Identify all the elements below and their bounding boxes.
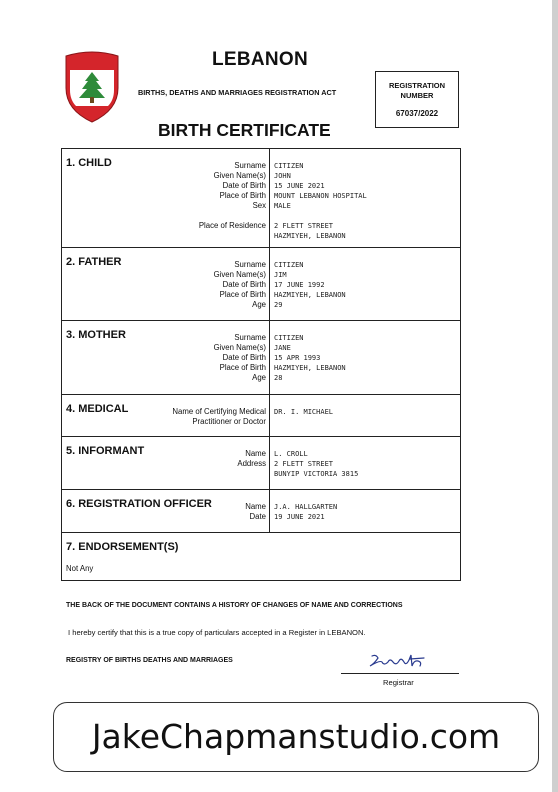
value-name: L. CROLL (274, 450, 308, 458)
page-edge-shadow (552, 0, 558, 792)
label-certifying-medical: Name of Certifying Medical (172, 407, 266, 416)
section-heading: 5. INFORMANT (66, 445, 145, 457)
label-name: Name (245, 502, 266, 511)
label-place-of-birth: Place of Birth (219, 191, 266, 200)
section-heading: 1. CHILD (66, 157, 112, 169)
value-place-of-birth: HAZMIYEH, LEBANON (274, 364, 346, 372)
section-informant (62, 437, 460, 490)
section-heading: 4. MEDICAL (66, 403, 129, 415)
certificate-table (61, 148, 461, 581)
section-father (62, 248, 460, 321)
endorsement-value: Not Any (66, 564, 94, 573)
label-sex: Sex (252, 201, 266, 210)
value-given-names: JIM (274, 271, 287, 279)
registration-act: BIRTHS, DEATHS AND MARRIAGES REGISTRATION ACT (138, 88, 337, 97)
section-heading: 7. ENDORSEMENT(S) (66, 541, 179, 553)
child-labels (199, 161, 266, 231)
section-endorsement (62, 533, 460, 580)
value-place-of-birth: MOUNT LEBANON HOSPITAL (274, 192, 367, 200)
value-surname: CITIZEN (274, 261, 304, 269)
registry-name: REGISTRY OF BIRTHS DEATHS AND MARRIAGES (66, 657, 233, 664)
section-medical (62, 395, 460, 437)
registration-label: REGISTRATION NUMBER (388, 81, 446, 100)
registration-number: 67037/2022 (395, 109, 439, 118)
country-title: LEBANON (211, 49, 309, 70)
label-date-of-birth: Date of Birth (222, 280, 266, 289)
father-values (274, 260, 346, 310)
certificate-title: BIRTH CERTIFICATE (158, 120, 331, 140)
officer-values (274, 502, 337, 522)
value-address-line2: BUNYIP VICTORIA 3815 (274, 470, 359, 478)
signature-line (341, 673, 459, 674)
label-date-of-birth: Date of Birth (222, 181, 266, 190)
value-place-of-birth: HAZMIYEH, LEBANON (274, 291, 346, 299)
value-given-names: JOHN (274, 172, 291, 180)
back-of-document-note: THE BACK OF THE DOCUMENT CONTAINS A HISTORY OF CHANGES OF NAME AND CORRECTIONS (66, 602, 403, 609)
label-place-of-birth: Place of Birth (219, 363, 266, 372)
value-date-of-birth: 17 JUNE 1992 (274, 281, 325, 289)
label-place-of-birth: Place of Birth (219, 290, 266, 299)
label-practitioner-or-doctor: Practitioner or Doctor (192, 417, 266, 426)
section-heading: 3. MOTHER (66, 329, 126, 341)
section-child (62, 149, 460, 248)
label-surname: Surname (234, 333, 266, 342)
section-heading: 6. REGISTRATION OFFICER (66, 498, 212, 510)
officer-labels (245, 502, 266, 522)
watermark-banner: JakeChapmanstudio.com (53, 702, 539, 772)
value-name: J.A. HALLGARTEN (274, 503, 338, 511)
certification-statement: I hereby certify that this is a true copy of particulars accepted in a Register in LEBANON. (68, 628, 366, 637)
label-name: Name (245, 449, 266, 458)
value-age: 28 (274, 374, 283, 382)
value-residence-line2: HAZMIYEH, LEBANON (274, 232, 346, 240)
label-place-of-residence: Place of Residence (198, 221, 266, 230)
value-residence-line1: 2 FLETT STREET (274, 222, 334, 230)
value-date: 19 JUNE 2021 (274, 513, 325, 521)
value-age: 29 (274, 301, 283, 309)
label-date: Date (249, 512, 266, 521)
label-given-names: Given Name(s) (213, 171, 266, 180)
value-surname: CITIZEN (274, 334, 304, 342)
registration-number-box (375, 71, 459, 128)
label-surname: Surname (234, 161, 266, 170)
value-date-of-birth: 15 JUNE 2021 (274, 182, 325, 190)
medical-labels (172, 407, 266, 427)
value-surname: CITIZEN (274, 162, 304, 170)
label-given-names: Given Name(s) (213, 343, 266, 352)
medical-values (274, 407, 333, 417)
informant-labels (237, 449, 266, 469)
label-address: Address (237, 459, 266, 468)
value-given-names: JANE (274, 344, 291, 352)
value-doctor-name: DR. I. MICHAEL (274, 408, 334, 416)
label-age: Age (252, 373, 266, 382)
section-registration-officer (62, 490, 460, 533)
section-mother (62, 321, 460, 395)
label-surname: Surname (234, 260, 266, 269)
value-address-line1: 2 FLETT STREET (274, 460, 334, 468)
label-age: Age (252, 300, 266, 309)
child-values (274, 161, 367, 241)
mother-values (274, 333, 346, 383)
informant-values (274, 449, 358, 479)
section-heading: 2. FATHER (66, 256, 122, 268)
value-sex: MALE (274, 202, 291, 210)
mother-labels (214, 333, 266, 383)
registrar-label: Registrar (383, 678, 414, 687)
value-date-of-birth: 15 APR 1993 (274, 354, 321, 362)
father-labels (214, 260, 266, 310)
label-date-of-birth: Date of Birth (222, 353, 266, 362)
registrar-signature (366, 652, 432, 672)
label-given-names: Given Name(s) (213, 270, 266, 279)
